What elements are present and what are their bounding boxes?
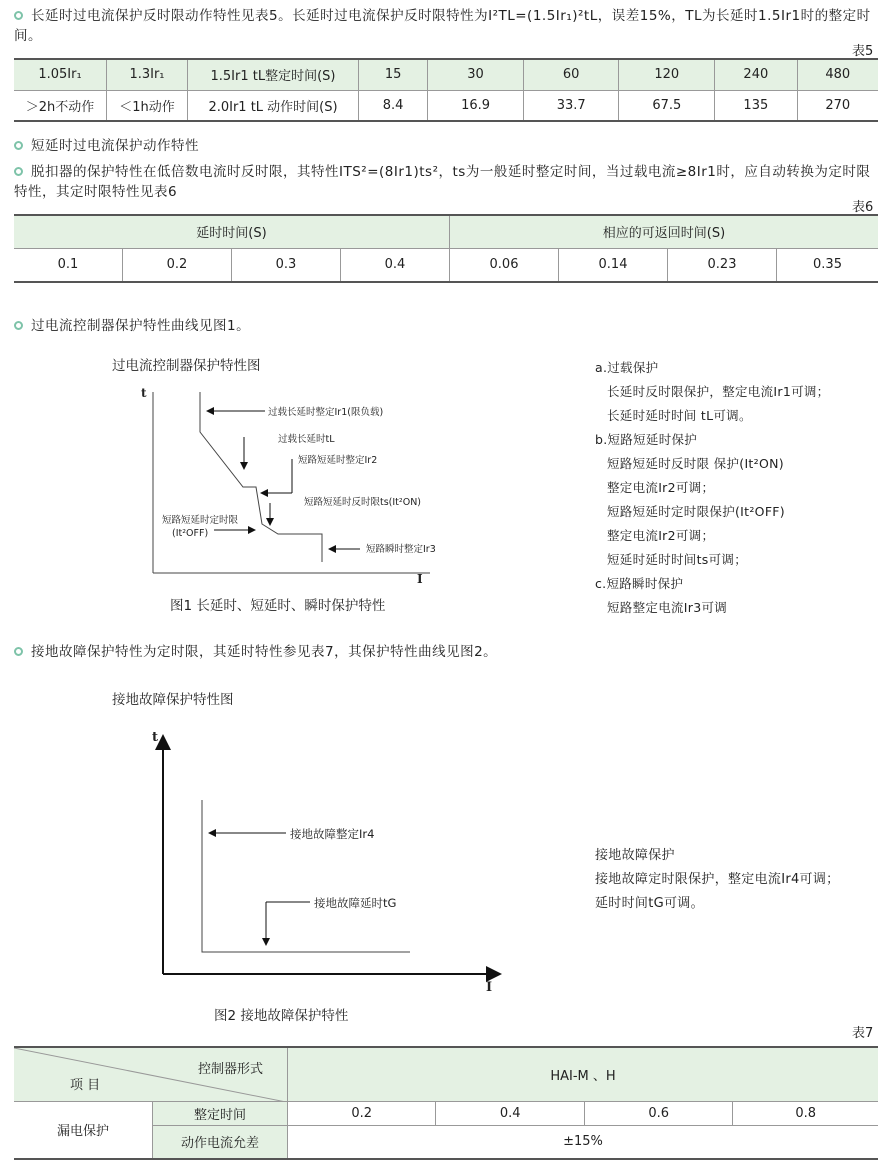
table7-label: 表7: [852, 1026, 874, 1041]
fig2-i-label: I: [486, 980, 493, 995]
table-cell: ＜1h动作: [107, 90, 188, 121]
table-cell: 0.4: [436, 1101, 584, 1125]
fig1-annotation: 短路短延时整定Ir2: [298, 455, 378, 466]
fig2-notes: [595, 844, 839, 916]
fig1-t-label: t: [141, 386, 147, 400]
note-line: 延时时间tG可调。: [595, 896, 704, 911]
table-cell: 33.7: [523, 90, 619, 121]
paragraph-text: 过电流控制器保护特性曲线见图1。: [31, 318, 251, 334]
table-cell: 240: [715, 59, 797, 90]
table-cell: 1.05Ir₁: [14, 59, 107, 90]
fig1-annotation: 短路短延时反时限ts(It²ON): [304, 497, 422, 508]
table-cell: 135: [715, 90, 797, 121]
fig1-notes: [595, 356, 829, 620]
table-cell: 0.2: [123, 248, 232, 282]
diag-header-bottom: 项 目: [70, 1077, 101, 1093]
table-cell: 0.2: [288, 1101, 436, 1125]
table-cell: 0.4: [341, 248, 450, 282]
table-cell: 0.14: [559, 248, 668, 282]
fig2-curve: [202, 800, 410, 952]
fig2-annotation: 接地故障整定Ir4: [290, 827, 375, 841]
table-cell: 1.3Ir₁: [107, 59, 188, 90]
note-line: c.短路瞬时保护: [595, 576, 684, 591]
table7-group: 漏电保护: [14, 1101, 153, 1159]
table-cell: 0.6: [584, 1101, 732, 1125]
table-cell: 0.1: [14, 248, 123, 282]
note-line: 整定电流Ir2可调；: [607, 480, 715, 495]
table-cell: 0.35: [777, 248, 879, 282]
table-cell: 2.0Ir1 tL 动作时间(S): [188, 90, 359, 121]
paragraph-text: 长延时过电流保护反时限动作特性见表5。长延时过电流保护反时限特性为I²TL=(1.5Ir₁)²tL，误差15%，TL为长延时1.5Ir1时的整定时间。: [14, 8, 871, 44]
table-header-cell: 相应的可返回时间(S): [450, 215, 879, 248]
fig1-caption: 图1 长延时、短延时、瞬时保护特性: [170, 598, 386, 614]
section-title: 短延时过电流保护动作特性: [31, 138, 199, 154]
table5-label: 表5: [852, 44, 874, 59]
table7-sub-label: 整定时间: [153, 1101, 288, 1125]
diag-header-top: 控制器形式: [197, 1062, 263, 1077]
fig1-annotation: 过载长延时tL: [278, 434, 335, 445]
table7-header-row: [14, 1047, 878, 1101]
bullet-icon: [14, 647, 23, 656]
table-cell: 120: [619, 59, 715, 90]
table-header-cell: 延时时间(S): [14, 215, 450, 248]
fig1-annotation: (It²OFF): [172, 528, 209, 539]
table-cell: 270: [797, 90, 878, 121]
fig2-caption: 图2 接地故障保护特性: [214, 1008, 349, 1024]
table7-row: [14, 1101, 878, 1125]
fig1-annotation: 短路短延时定时限: [162, 515, 239, 526]
fig2-t-label: t: [152, 730, 159, 745]
table7-sub-label: 动作电流允差: [153, 1125, 288, 1159]
paragraph-ground-fault: [14, 642, 497, 662]
fig1-i-label: I: [417, 572, 423, 586]
note-line: 短路短延时定时限保护(It²OFF): [607, 504, 785, 519]
fig1-annotation: 短路瞬时整定Ir3: [366, 544, 436, 555]
table7-diagonal-header: [14, 1047, 288, 1101]
paragraph-text: 脱扣器的保护特性在低倍数电流时反时限，其特性ITS²=(8Ir1)ts²，ts为一般延时整定时间，当过载电流≥8Ir1时，应自动转换为定时限特性，其定时限特性见表6: [14, 164, 871, 200]
note-line: 整定电流Ir2可调；: [607, 528, 715, 543]
table-cell: 480: [797, 59, 878, 90]
note-line: 长延时反时限保护，整定电流Ir1可调；: [607, 384, 830, 399]
table7-model: HAI-M 、H: [288, 1047, 879, 1101]
table-cell: 60: [523, 59, 619, 90]
note-line: 长延时延时时间 tL可调。: [607, 408, 752, 423]
note-line: 短路整定电流Ir3可调: [607, 600, 728, 615]
paragraph-text: 接地故障保护特性为定时限，其延时特性参见表7，其保护特性曲线见图2。: [31, 644, 498, 660]
note-line: 接地故障定时限保护，整定电流Ir4可调；: [595, 872, 840, 887]
fig2-title: 接地故障保护特性图: [112, 692, 234, 708]
table-cell: 30: [428, 59, 524, 90]
table-cell: 0.06: [450, 248, 559, 282]
table-cell: 15: [359, 59, 428, 90]
fig1-annotation: 过载长延时整定Ir1(限负载): [268, 407, 384, 418]
note-line: a.过载保护: [595, 360, 659, 375]
table-cell: 67.5: [619, 90, 715, 121]
table6-label: 表6: [852, 200, 874, 215]
table-cell: 16.9: [428, 90, 524, 121]
table-cell: 1.5Ir1 tL整定时间(S): [188, 59, 359, 90]
table-cell: 0.3: [232, 248, 341, 282]
table-cell: ＞2h不动作: [14, 90, 107, 121]
fig2-annotation: 接地故障延时tG: [314, 896, 397, 910]
table-cell: 0.8: [733, 1101, 878, 1125]
note-line: b.短路短延时保护: [595, 432, 698, 447]
fig1-title: 过电流控制器保护特性图: [112, 358, 261, 374]
note-line: 接地故障保护: [595, 848, 675, 863]
note-line: 短延时延时时间ts可调；: [607, 552, 748, 567]
table7: [14, 1046, 878, 1160]
table-cell: 8.4: [359, 90, 428, 121]
table-cell: 0.23: [668, 248, 777, 282]
note-line: 短路短延时反时限 保护(It²ON): [607, 456, 784, 471]
table-cell: ±15%: [288, 1125, 879, 1159]
